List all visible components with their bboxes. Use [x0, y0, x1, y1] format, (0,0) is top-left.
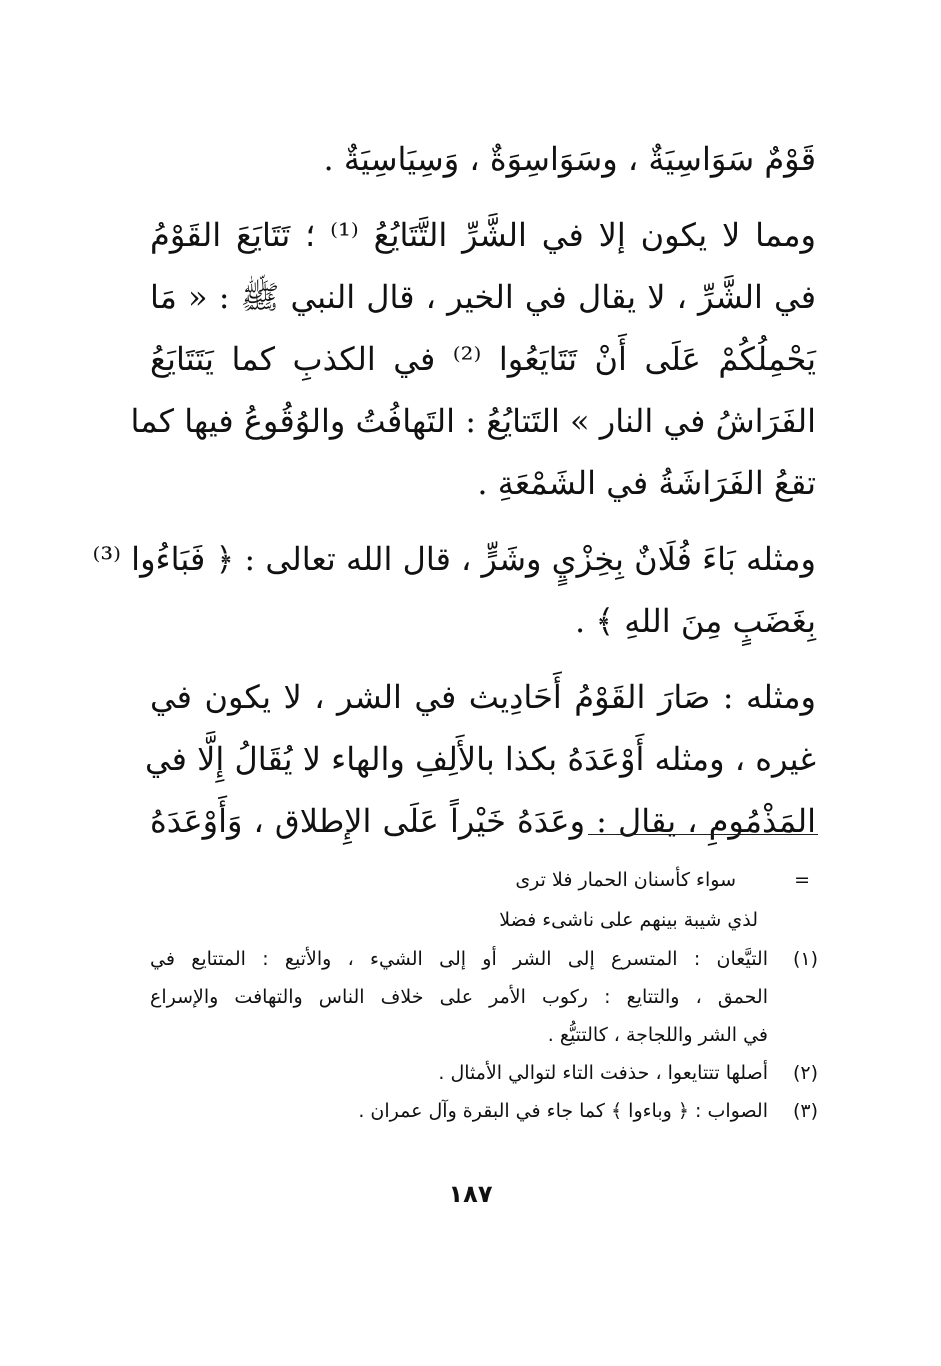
footnote-line: أصلها تتتايعوا ، حذفت التاء لتوالي الأمثال .	[438, 1062, 768, 1084]
footnote-line: في الشر واللجاجة ، كالتتيُّع .	[547, 1024, 768, 1046]
verse-line	[150, 900, 818, 940]
paragraph	[92, 528, 816, 652]
page-number: ١٨٧	[448, 1180, 493, 1208]
text-line: بِغَضَبٍ مِنَ اللهِ ﴾ .	[574, 602, 816, 640]
paragraph	[150, 128, 816, 190]
paragraph	[130, 204, 817, 514]
footnote-number: (٢)	[792, 1062, 818, 1084]
paragraph	[145, 666, 816, 852]
text-line: يَحْمِلُكُمْ عَلَى أَنْ تَتَايَعُوا ⁽²⁾ في الكذبِ كما يَتَتَايَعُ	[150, 340, 816, 378]
footnotes	[150, 860, 818, 1130]
text-line: في الشَّرِّ ، لا يقال في الخير ، قال النبي ﷺ : « مَا	[150, 278, 817, 316]
text-line: تقعُ الفَرَاشَةُ في الشَمْعَةِ .	[477, 464, 816, 502]
footnote	[150, 1092, 818, 1130]
footnote	[150, 940, 818, 1054]
footnote-line: التيَّعان : المتسرع إلى الشر أو إلى الشيء ، والأتيع : المتتايع في	[150, 948, 768, 970]
footnote-separator	[588, 834, 818, 835]
text-line: ومما لا يكون إلا في الشَّرِّ التَّتَايُعُ ⁽¹⁾ ؛ تَتَايَعَ القَوْمُ	[150, 216, 817, 254]
text-line: ومثله : صَارَ القَوْمُ أَحَادِيث في الشر ، لا يكون في	[150, 678, 816, 716]
continuation-mark: =	[794, 869, 810, 891]
main-text	[92, 128, 817, 852]
footnote-line: الحمق ، والتتايع : ركوب الأمر على خلاف الناس والتهافت والإسراع	[150, 986, 768, 1008]
text-line: ومثله بَاءَ فُلَانٌ بِخِزْيٍ وشَرٍّ ، قال الله تعالى : ﴿ فَبَاءُوا ⁽³⁾	[92, 540, 816, 578]
footnote	[150, 1054, 818, 1092]
footnote-line: الصواب : ﴿ وباءوا ﴾ كما جاء في البقرة وآل عمران .	[358, 1100, 768, 1122]
footnote-number: (٣)	[792, 1100, 818, 1122]
text-line: قَوْمٌ سَوَاسِيَةٌ ، وسَوَاسِوَةٌ ، وَسِيَاسِيَةٌ .	[323, 140, 816, 178]
text-line: المَذْمُومِ ، يقال : وعَدَهُ خَيْراً عَلَى الإِطلاق ، وَأَوْعَدَهُ	[150, 802, 816, 840]
verse-text: لذي شيبة بينهم على ناشىء فضلا	[499, 909, 758, 931]
footnote-number: (١)	[792, 948, 818, 970]
text-line: الفَرَاشُ في النار » التَتايُعُ : التَهافُتُ والوُقُوعُ فيها كما	[130, 402, 816, 440]
verse-line	[150, 860, 818, 900]
text-line: غيره ، ومثله أَوْعَدَهُ بكذا بالأَلِفِ والهاء لا يُقَالُ إِلَّا في	[145, 740, 816, 778]
verse-text: سواء كأسنان الحمار فلا ترى	[515, 869, 736, 891]
